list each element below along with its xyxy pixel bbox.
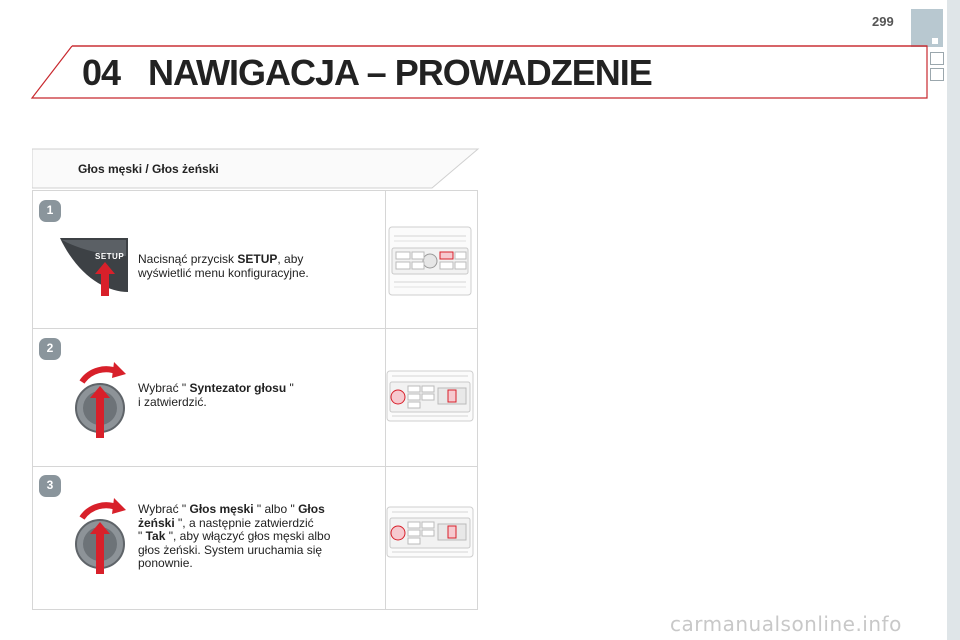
watermark: carmanualsonline.info [670,612,902,636]
step-1-number: 1 [46,203,54,217]
radio-panel-1-illustration [388,226,472,296]
step-3-number: 3 [46,478,54,492]
radio-panel-3-illustration [386,506,474,558]
chapter-title: NAWIGACJA – PROWADZENIE [148,52,652,93]
step-1-text: Nacisnąć przycisk SETUP, aby wyświetlić menu konfiguracyjne. [138,252,309,280]
step-3-text: Wybrać " Głos męski " albo " Głos żeński ", a następnie zatwierdzić " Tak ", aby włączyć głos męski albo głos żeński. System uruchamia się ponownie. [138,502,331,570]
side-box-1 [930,52,944,65]
step-divider [385,191,386,329]
step-2-text: Wybrać " Syntezator głosu " i zatwierdzić. [138,381,294,409]
rotary-knob-icon [70,496,130,576]
setup-button-label: SETUP [95,252,125,261]
section-title: Głos męski / Głos żeński [78,162,219,176]
press-arrow-icon [94,262,116,296]
rotary-knob-icon [70,360,130,440]
page-number: 299 [872,14,894,29]
chapter-number: 04 [82,52,121,93]
side-box-2 [930,68,944,81]
radio-panel-2-illustration [386,370,474,422]
side-strip [947,0,960,640]
step-2-number: 2 [46,341,54,355]
